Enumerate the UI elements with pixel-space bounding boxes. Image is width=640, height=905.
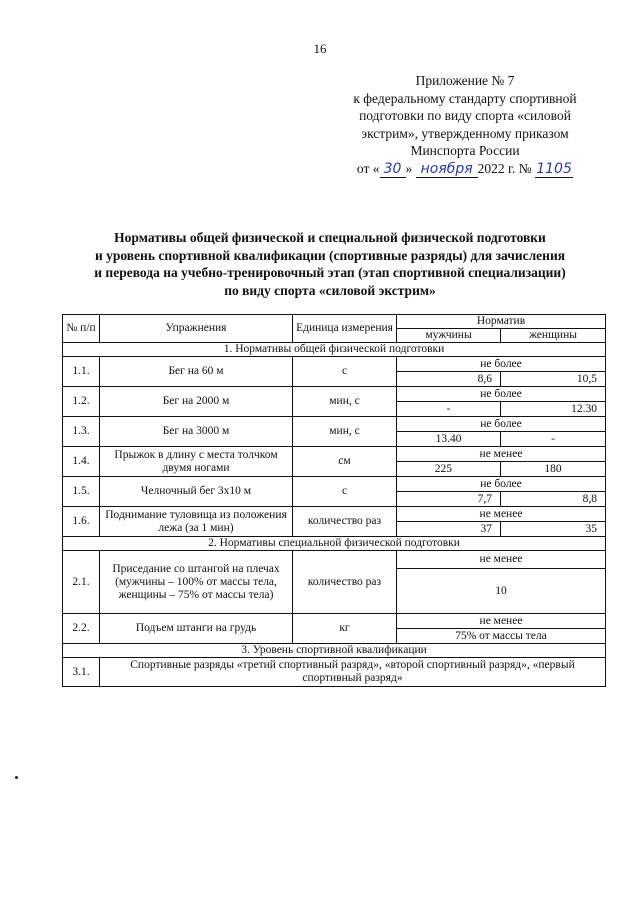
date-prefix: от « <box>356 160 380 176</box>
appendix-block <box>315 72 615 178</box>
section-heading: 3. Уровень спортивной квалификации <box>63 644 606 658</box>
title-line: и перевода на учебно-тренировочный этап (этап спортивной специализации) <box>94 265 566 280</box>
row-unit: мин, с <box>293 417 397 447</box>
row-exercise: Подъем штанги на грудь <box>100 614 293 644</box>
row-unit: с <box>293 477 397 507</box>
row-num: 1.4. <box>63 447 100 477</box>
scan-dot <box>15 776 18 779</box>
row-exercise: Бег на 60 м <box>100 357 293 387</box>
row-condition: не менее <box>397 551 606 569</box>
title-line: и уровень спортивной квалификации (спортивные разряды) для зачисления <box>94 247 566 263</box>
row-condition: не менее <box>397 447 606 462</box>
date-quote: » <box>405 160 413 176</box>
value-men: 7,7 <box>397 492 501 507</box>
row-num: 2.1. <box>63 551 100 614</box>
row-condition: не менее <box>397 614 606 629</box>
row-num: 1.1. <box>63 357 100 387</box>
row-condition: не более <box>397 477 606 492</box>
row-num: 1.5. <box>63 477 100 507</box>
header-men: мужчины <box>397 329 501 343</box>
value-women: 12.30 <box>501 402 606 417</box>
row-exercise: Прыжок в длину с места толчком двумя ногами <box>100 447 293 477</box>
appendix-line: к федеральному стандарту спортивной <box>353 90 577 106</box>
value-women: 10,5 <box>501 372 606 387</box>
row-unit: с <box>293 357 397 387</box>
row-condition: не более <box>397 417 606 432</box>
title-line: Нормативы общей физической и специальной физической подготовки <box>114 230 546 245</box>
header-women: женщины <box>501 329 606 343</box>
title-line: по виду спорта «силовой экстрим» <box>224 282 436 298</box>
row-exercise: Приседание со штангой на плечах (мужчины – 100% от массы тела, женщины – 75% от массы тела) <box>100 551 293 614</box>
appendix-line: подготовки по виду спорта «силовой <box>359 108 571 123</box>
value-men: - <box>397 402 501 417</box>
appendix-line: Минспорта России <box>410 143 520 158</box>
date-year: 2022 г. № <box>477 160 532 176</box>
row-num: 1.3. <box>63 417 100 447</box>
value-men: 225 <box>397 462 501 477</box>
norms-table <box>62 314 606 687</box>
row-num: 1.2. <box>63 387 100 417</box>
row-exercise: Поднимание туловища из положения лежа (за 1 мин) <box>100 507 293 537</box>
row-num: 3.1. <box>63 658 100 687</box>
date-month: ноября <box>416 162 478 178</box>
value-both: 10 <box>397 569 606 614</box>
appendix-line: экстрим», утвержденному приказом <box>361 125 569 141</box>
value-women: 180 <box>501 462 606 477</box>
header-norm: Норматив <box>397 315 606 329</box>
row-unit: мин, с <box>293 387 397 417</box>
value-women: 8,8 <box>501 492 606 507</box>
value-men: 8,6 <box>397 372 501 387</box>
header-num: № п/п <box>63 315 100 343</box>
row-num: 2.2. <box>63 614 100 644</box>
row-num: 1.6. <box>63 507 100 537</box>
value-women: 35 <box>501 522 606 537</box>
document-title <box>60 229 600 299</box>
section-heading: 2. Нормативы специальной физической подготовки <box>63 537 606 551</box>
row-unit: количество раз <box>293 507 397 537</box>
row-condition: не менее <box>397 507 606 522</box>
value-men: 37 <box>397 522 501 537</box>
value-women: - <box>501 432 606 447</box>
row-condition: не более <box>397 357 606 372</box>
row-unit: кг <box>293 614 397 644</box>
value-both: 75% от массы тела <box>397 629 606 644</box>
date-day: 30 <box>380 162 406 178</box>
row-unit: см <box>293 447 397 477</box>
header-exercise: Упражнения <box>100 315 293 343</box>
section-heading: 1. Нормативы общей физической подготовки <box>63 343 606 357</box>
order-number: 1105 <box>536 160 572 177</box>
page-number: 16 <box>313 41 327 56</box>
row-qualification: Спортивные разряды «третий спортивный разряд», «второй спортивный разряд», «первый спортивный разряд» <box>100 658 606 687</box>
row-unit: количество раз <box>293 551 397 614</box>
row-exercise: Челночный бег 3х10 м <box>100 477 293 507</box>
header-unit: Единица измерения <box>293 315 397 343</box>
row-exercise: Бег на 3000 м <box>100 417 293 447</box>
appendix-date-line <box>315 160 615 178</box>
value-men: 13.40 <box>397 432 501 447</box>
row-condition: не более <box>397 387 606 402</box>
appendix-title: Приложение № 7 <box>415 73 515 88</box>
row-exercise: Бег на 2000 м <box>100 387 293 417</box>
